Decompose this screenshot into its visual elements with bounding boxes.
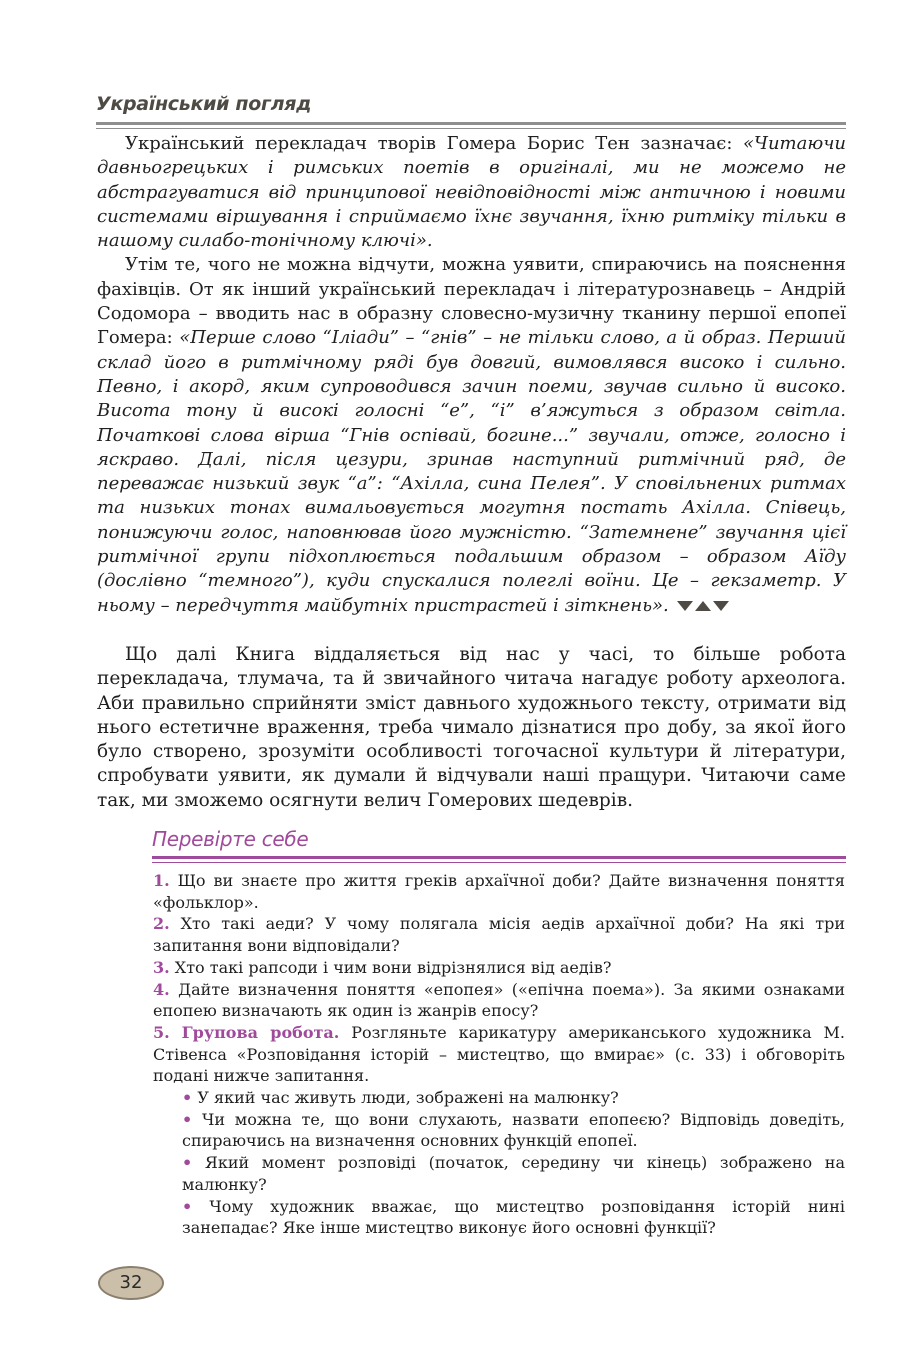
bullet-icon: • [182, 1109, 193, 1129]
sub-question-1 [182, 1087, 845, 1109]
question-text: Хто такі аеди? У чому полягала місія аедів архаїчної доби? На які три запитання вони відповідали? [153, 914, 845, 956]
sub-question-list [153, 1087, 845, 1239]
question-item-1 [153, 870, 845, 913]
sub-question-2 [182, 1109, 845, 1152]
question-number: 3. [153, 957, 170, 977]
question-text: Хто такі рапсоди і чим вони відрізнялися від аедів? [174, 957, 612, 977]
ukrainian-view-rule [96, 122, 846, 125]
end-marker-icon [675, 595, 729, 616]
question-text: Дайте визначення поняття «епопея» («епічна поема»). За якими ознаками епопею визначають як один із жанрів епосу? [153, 979, 845, 1021]
ukrainian-view-rule-thin [96, 128, 846, 129]
bullet-icon: • [182, 1153, 193, 1173]
question-number: 1. [153, 871, 170, 890]
check-yourself-title: Перевірте себе [152, 827, 309, 851]
bullet-icon: • [182, 1196, 193, 1216]
question-item-4 [153, 979, 845, 1022]
ukrainian-view-paragraph-1 [97, 132, 846, 253]
main-paragraph: Що далі Книга віддаляється від нас у часі, то більше робота перекладача, тлумача, та й звичайного читача нагадує роботу археолога. Аби правильно сприйняти зміст давнього художнього тексту, отримати від нього естетичне враження, треба чимало дізнатися про добу, за якої його було створено, зрозуміти особливості тогочасної культури й літератури, спробувати уявити, як думали й відчували наші пращури. Читаючи саме так, ми зможемо осягнути велич Гомерових шедеврів. [97, 644, 846, 811]
question-number: 4. [153, 979, 170, 999]
question-list [153, 870, 845, 1239]
question-item-3 [153, 957, 845, 979]
sub-question-3 [182, 1152, 845, 1195]
question-number: 2. [153, 914, 170, 934]
ukrainian-view-text [97, 132, 846, 618]
group-work-label: Групова робота. [181, 1022, 340, 1042]
question-text: Розгляньте карикатуру американського художника М. Стівенса «Розповідання історій – мистецтво, що вмирає» (с. 33) і обговоріть подані нижче запитання. [153, 1022, 845, 1086]
sub-question-text: Чи можна те, що вони слухають, назвати епопеєю? Відповідь доведіть, спираючись на визначення основних функцій епопеї. [182, 1109, 846, 1151]
main-text [97, 643, 846, 813]
question-text: Що ви знаєте про життя греків архаїчної доби? Дайте визначення поняття «фольклор». [153, 871, 845, 912]
sub-question-text: Який момент розповіді (початок, середину чи кінець) зображено на малюнку? [182, 1153, 845, 1194]
ukrainian-view-title: Український погляд [96, 93, 312, 115]
question-number: 5. [153, 1022, 170, 1042]
boris-ten-quote: «Читаючи давньогрецьких і римських поетів в оригіналі, ми не можемо не абстрагуватися від принципової невідповідності між античною і новими системами віршування і сприймаємо їхнє звучання, їхню ритміку тільки в нашому силабо-тонічному ключі». [97, 133, 846, 252]
bullet-icon: • [182, 1088, 193, 1108]
question-item-2 [153, 913, 845, 956]
question-item-5 [153, 1022, 845, 1087]
ukrainian-view-paragraph-2 [97, 253, 846, 617]
page-number: 32 [98, 1266, 164, 1300]
check-yourself-rule-thin [152, 862, 846, 863]
paragraph-1-lead: Український перекладач творів Гомера Борис Тен зазначає: [125, 133, 744, 154]
sub-question-text: У який час живуть люди, зображені на малюнку? [197, 1088, 619, 1108]
sub-question-4 [182, 1196, 845, 1239]
check-yourself-rule [152, 856, 846, 859]
sub-question-text: Чому художник вважає, що мистецтво розповідання історій нині занепадає? Яке інше мистецтво виконує його основні функції? [182, 1196, 845, 1238]
paragraph-2-lead: Утім те, чого не можна відчути, можна уявити, спираючись на пояснення фахівців. От як інший український перекладач і літературознавець – Андрій Содомора – вводить нас в образну словесно-музичну тканину першої епопеї Гомера: [97, 254, 846, 349]
sodomora-quote: «Перше слово “Іліади” – “гнів” – не тільки слово, а й образ. Перший склад його в ритмічному ряді був довгий, вимовлявся високо і сильно. Певно, і акорд, яким супроводився зачин поеми, звучав сильно й високо. Висота тону й високі голосні “е”, “і” в’яжуться з образом світла. Початкові слова вірша “Гнів оспівай, богине...” звучали, отже, голосно і яскраво. Далі, після цезури, зринав наступний ритмічний ряд, де переважає низький звук “а”: “Ахілла, сина Пелея”. У сповільнених ритмах та низьких тонах вимальовується могутня постать Ахілла. Співець, понижуючи голос, наповнював його мужністю. “Затемнене” звучання цієї ритмічної групи підхоплюється подальшим образом – образом Аїду (дослівно “темного”), куди спускалися полеглі воїни. Це – гекзаметр. У ньому – передчуття майбутніх пристрастей і зіткнень». [97, 327, 846, 616]
